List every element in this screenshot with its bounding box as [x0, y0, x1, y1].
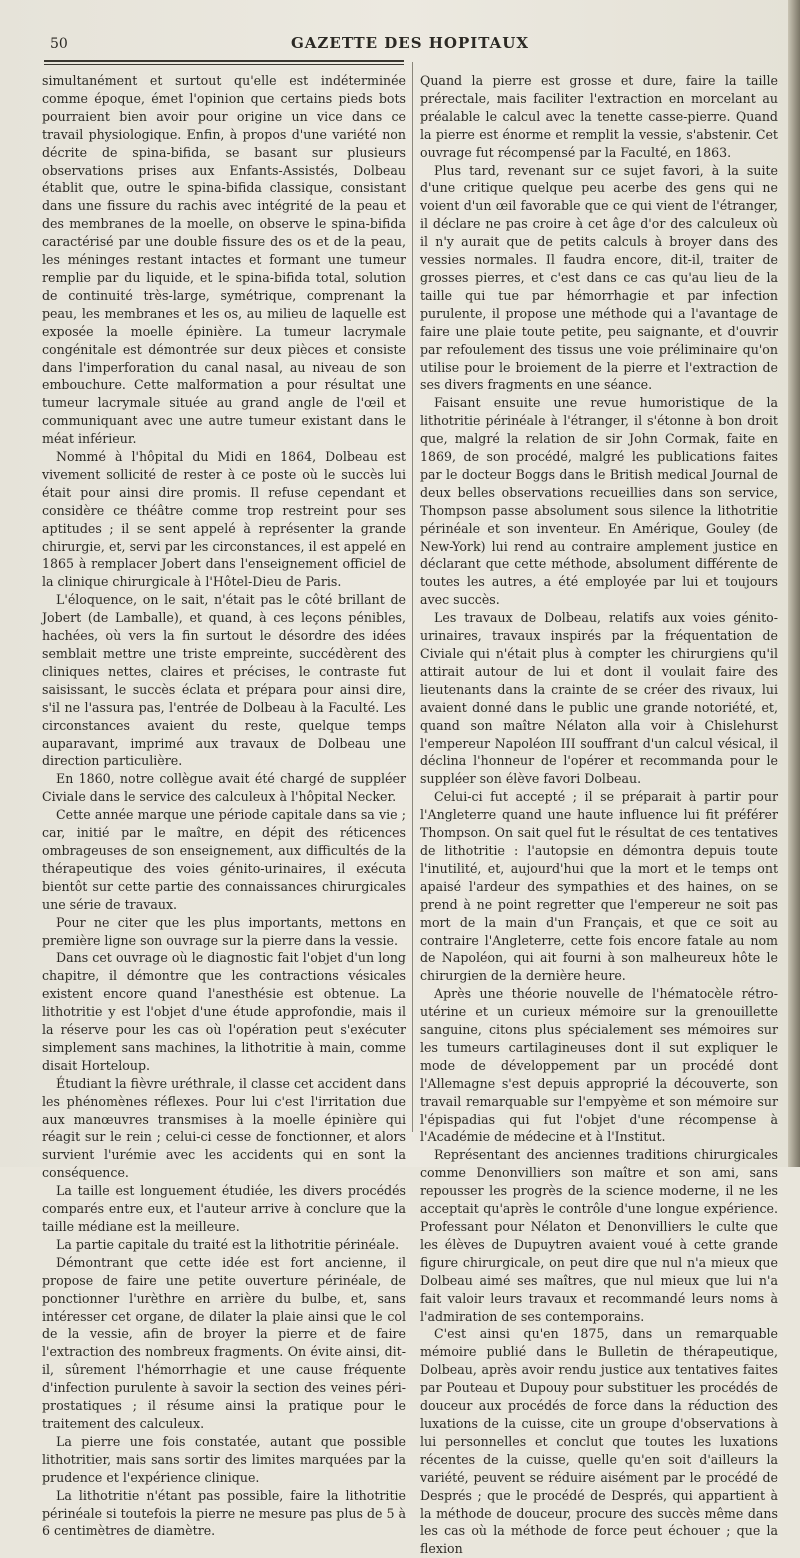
header-rule-thin — [44, 64, 404, 65]
paragraph: Après une théorie nouvelle de l'hématocèle rétro-utérine et un curieux mémoire sur la grenouillette sanguine, citons plus spécialement ses mémoires sur les tumeurs cartilagineuses dont il sut expliquer le mode de développement par un procédé dont l'Allemagne s'est depuis approprié la découverte, son travail remarquable sur l'empyème et son mémoire sur l'épispadias qui fut l'objet d'une récompense à l'Académie de médecine et à l'Institut. — [420, 986, 778, 1145]
column-divider — [412, 62, 413, 1132]
page-header — [50, 32, 770, 54]
paragraph: C'est ainsi qu'en 1875, dans un remarquable mémoire publié dans le Bulletin de thérapeutique, Dolbeau, après avoir rendu justice aux tentatives faites par Pouteau et Dupouy pour substituer les procédés de douceur aux procédés de force dans la réduction des luxations de la cuisse, cite un groupe d'observations à lui personnelles et conclut que toutes les luxations récentes de la cuisse, quelle qu'en soit d'ailleurs la variété, peuvent se réduire aisément par le procédé de Després ; que le procédé de Després, qui appartient à la méthode de douceur, procure des succès même dans les cas où la méthode de force peut échouer ; que la flexion — [420, 1326, 778, 1557]
paragraph: Quand la pierre est grosse et dure, faire la taille prérectale, mais faciliter l'extraction en morcelant au préalable le calcul avec la tenette casse-pierre. Quand la pierre est énorme et remplit la vessie, s'abstenir. Cet ouvrage fut récompensé par la Faculté, en 1863. — [420, 73, 778, 160]
paragraph: La taille est longuement étudiée, les divers procédés comparés entre eux, et l'auteur arrive à conclure que la taille médiane est la meilleure. — [42, 1183, 406, 1234]
paragraph: Plus tard, revenant sur ce sujet favori, à la suite d'une critique quelque peu acerbe des gens qui ne voient d'un œil favorable que ce qui vient de l'étranger, il déclare ne pas croire à cet âge d'or des calculeux où il n'y aurait que de petits calculs à broyer dans des vessies normales. Il faudra encore, dit-il, traiter de grosses pierres, et c'est dans ce cas qu'au lieu de la taille qui tue par hémorrhagie et par infection purulente, il propose une méthode qui a l'avantage de faire une plaie toute petite, peu saignante, et d'ouvrir par refoulement des tissus une voie préliminaire qu'on utilise pour le broiement de la pierre et l'extraction de ses divers fragments en une séance. — [420, 162, 778, 393]
paragraph: Faisant ensuite une revue humoristique de la lithotritie périnéale à l'étranger, il s'étonne à bon droit que, malgré la relation de sir John Cormak, faite en 1869, de son procédé, malgré les publications faites par le docteur Boggs dans le British medical Journal de deux belles observations recueillies dans son service, Thompson passe absolument sous silence la lithotritie périnéale et son inventeur. En Amérique, Gouley (de New-York) lui rend au contraire amplement justice en déclarant que cette méthode, absolument différente de toutes les autres, a été employée par lui et toujours avec succès. — [420, 395, 778, 608]
left-column — [42, 72, 406, 1540]
paragraph: Démontrant que cette idée est fort ancienne, il propose de faire une petite ouverture périnéale, de ponctionner l'urèthre en arrière du bulbe, et, sans intéresser cet organe, de dilater la plaie ainsi que le col de la vessie, afin de broyer la pierre et de faire l'extraction des nombreux fragments. On évite ainsi, dit-il, sûrement l'hémorrhagie et une cause fréquente d'infection purulente à savoir la section des veines péri-prostatiques ; il résume ainsi la pratique pour le traitement des calculeux. — [42, 1254, 406, 1431]
paragraph: Dans cet ouvrage où le diagnostic fait l'objet d'un long chapitre, il démontre que les contractions vésicales existent encore quand l'anesthésie est obtenue. La lithotritie y est l'objet d'une étude approfondie, mais il la réserve pour les cas où l'opération peut s'exécuter simplement sans machines, la lithotritie à main, comme disait Horteloup. — [42, 950, 406, 1073]
paragraph: La partie capitale du traité est la lithotritie périnéale. — [56, 1236, 400, 1252]
paragraph: En 1860, notre collègue avait été chargé de suppléer Civiale dans le service des calculeux à l'hôpital Necker. — [42, 771, 406, 805]
paragraph: Étudiant la fièvre uréthrale, il classe cet accident dans les phénomènes réflexes. Pour lui c'est l'irritation due aux manœuvres transmises à la moelle épinière qui réagit sur le rein ; celui-ci cesse de fonctionner, et alors survient l'urémie avec les accidents qui en sont la conséquence. — [42, 1075, 406, 1181]
journal-title: GAZETTE DES HOPITAUX — [290, 34, 529, 52]
paragraph: L'éloquence, on le sait, n'était pas le côté brillant de Jobert (de Lamballe), et quand, à ces leçons pénibles, hachées, où vers la fin surtout le désordre des idées semblait mettre une triste empreinte, succédèrent des cliniques nettes, claires et précises, le contraste fut saisissant, le succès éclata et prépara pour ainsi dire, s'il ne l'assura pas, l'entrée de Dolbeau à la Faculté. Les circonstances avaient du reste, quelque temps auparavant, imprimé aux travaux de Dolbeau une direction particulière. — [42, 592, 406, 769]
header-rule — [44, 60, 404, 62]
paragraph: La pierre une fois constatée, autant que possible lithotritier, mais sans sortir des limites marquées par la prudence et l'expérience clinique. — [42, 1433, 406, 1485]
paragraph: Cette année marque une période capitale dans sa vie ; car, initié par le maître, en dépit des réticences ombrageuses de son enseignement, aux difficultés de la thérapeutique des voies génito-urinaires, il exécuta bientôt sur cette partie des connaissances chirurgicales une série de travaux. — [42, 807, 406, 912]
right-column — [420, 72, 778, 1558]
paragraph: La lithotritie n'étant pas possible, faire la lithotritie périnéale si toutefois la pierre ne mesure pas plus de 5 à 6 centimètres de diamètre. — [42, 1487, 406, 1539]
paragraph: Nommé à l'hôpital du Midi en 1864, Dolbeau est vivement sollicité de rester à ce poste où le succès lui était pour ainsi dire promis. Il refuse cependant et considère ce théâtre comme trop restreint pour ses aptitudes ; il se sent appelé à représenter la grande chirurgie, et, servi par les circonstances, il est appelé en 1865 à remplacer Jobert dans l'enseignement officiel de la clinique chirurgicale à l'Hôtel-Dieu de Paris. — [42, 449, 406, 590]
paragraph: Pour ne citer que les plus importants, mettons en première ligne son ouvrage sur la pierre dans la vessie. — [42, 914, 406, 948]
paragraph: simultanément et surtout qu'elle est indéterminée comme époque, émet l'opinion que certains pieds bots pourraient bien avoir pour origine un vice dans ce travail physiologique. Enfin, à propos d'une variété non décrite de spina-bifida, se basant sur plusieurs observations prises aux Enfants-Assistés, Dolbeau établit que, outre le spina-bifida classique, consistant dans une fissure du rachis avec intégrité de la peau et des membranes de la moelle, on observe le spina-bifida caractérisé par une double fissure des os et de la peau, les méninges restant intactes et formant une tumeur remplie par du liquide, et le spina-bifida total, solution de continuité très-large, symétrique, comprenant la peau, les membranes et les os, au milieu de laquelle est exposée la moelle épinière. La tumeur lacrymale congénitale est démontrée sur deux pièces et consiste dans l'imperforation du canal nasal, au niveau de son embouchure. Cette malformation a pour résultat une tumeur lacrymale située au grand angle de l'œil et communiquant avec une autre tumeur existant dans le méat inférieur. — [42, 73, 406, 447]
paragraph: Représentant des anciennes traditions chirurgicales comme Denonvilliers son maître et son ami, sans repousser les progrès de la science moderne, il ne les acceptait qu'après le contrôle d'une longue expérience. Professant pour Nélaton et Denonvilliers le culte que les élèves de Dupuytren avaient voué à cette grande figure chirurgicale, on peut dire que nul n'a mieux que Dolbeau aimé ses maîtres, que nul mieux que lui n'a fait valoir leurs travaux et recommandé leurs noms à l'admiration de ses contemporains. — [420, 1147, 778, 1324]
paragraph: Celui-ci fut accepté ; il se préparait à partir pour l'Angleterre quand une haute influence lui fit préférer Thompson. On sait quel fut le résultat de ces tentatives de lithotritie : l'autopsie en démontra depuis toute l'inutilité, et, aujourd'hui que la mort et le temps ont apaisé l'ardeur des sympathies et des haines, on se prend à ne point regretter que l'empereur ne soit pas mort de la main d'un Français, et que ce soit au contraire l'Angleterre, cette fois encore fatale au nom de Napoléon, qui ait fourni à son malheureux hôte le chirurgien de la dernière heure. — [420, 789, 778, 984]
paragraph: Les travaux de Dolbeau, relatifs aux voies génito-urinaires, travaux inspirés par la fréquentation de Civiale qui n'était plus à compter les chirurgiens qu'il attirait autour de lui et dont il voulait faire des lieutenants dans la crainte de se créer des rivaux, lui avaient donné dans le public une grande notoriété, et, quand son maître Nélaton alla voir à Chislehurst l'empereur Napoléon III souffrant d'un calcul vésical, il déclina l'honneur de l'opérer et recommanda pour le suppléer son élève favori Dolbeau. — [420, 610, 778, 787]
page-edge — [788, 0, 800, 1167]
page-number: 50 — [50, 36, 68, 52]
